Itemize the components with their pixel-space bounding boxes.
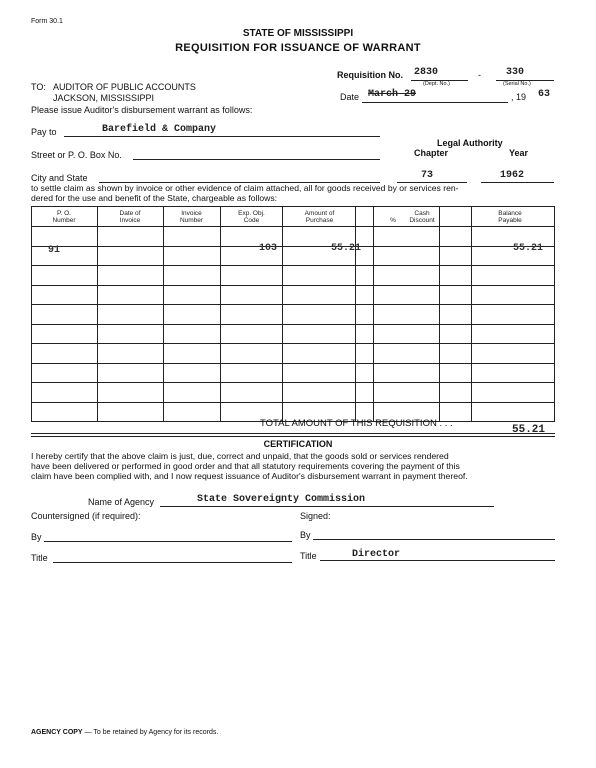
countersign-title-line bbox=[53, 562, 292, 563]
col-date-2: Invoice bbox=[119, 217, 141, 224]
chapter-label: Chapter bbox=[414, 148, 449, 158]
row1-balance[interactable]: 55.21 bbox=[513, 243, 544, 254]
col-po-2: Number bbox=[52, 217, 76, 224]
state-heading: STATE OF MISSISSIPPI bbox=[242, 28, 354, 39]
countersign-title-label: Title bbox=[31, 553, 48, 563]
legal-authority-title: Legal Authority bbox=[437, 138, 503, 148]
serial-no-caption: (Serial No.) bbox=[503, 81, 531, 87]
date-line bbox=[362, 102, 508, 103]
col-cash-1: Cash bbox=[414, 210, 430, 217]
agency-value[interactable]: State Sovereignty Commission bbox=[197, 494, 366, 505]
agency-label: Name of Agency bbox=[88, 497, 155, 507]
signed-label: Signed: bbox=[300, 511, 331, 521]
col-pct: % bbox=[390, 217, 396, 224]
city-label: City and State bbox=[31, 173, 88, 183]
total-label: TOTAL AMOUNT OF THIS REQUISITION . . . bbox=[260, 418, 453, 429]
signed-by-label: By bbox=[300, 530, 311, 540]
signed-title-label: Title bbox=[300, 551, 317, 561]
col-date-1: Date of bbox=[119, 210, 141, 217]
settle-text-1: to settle claim as shown by invoice or other evidence of claim attached, all for goods received by or services ren- bbox=[31, 183, 459, 193]
footer-agency-copy: AGENCY COPY bbox=[31, 729, 83, 736]
year-value[interactable]: 63 bbox=[538, 89, 551, 100]
col-inv-2: Number bbox=[179, 217, 204, 224]
pay-to-line bbox=[64, 136, 380, 137]
row1-amount[interactable]: 55.21 bbox=[331, 243, 362, 254]
pay-to-value[interactable]: Barefield & Company bbox=[102, 124, 217, 135]
col-inv-1: Invoice bbox=[181, 210, 202, 217]
street-label: Street or P. O. Box No. bbox=[31, 150, 122, 160]
form-title: REQUISITION FOR ISSUANCE OF WARRANT bbox=[175, 42, 421, 54]
certification-title: CERTIFICATION bbox=[263, 439, 333, 449]
serial-no-value[interactable]: 330 bbox=[506, 67, 525, 78]
countersign-by-label: By bbox=[31, 532, 42, 542]
legal-year-value[interactable]: 1962 bbox=[500, 170, 525, 181]
row1-exp-code[interactable]: 103 bbox=[259, 243, 278, 254]
countersigned-label: Countersigned (if required): bbox=[31, 511, 141, 521]
col-exp-2: Code bbox=[243, 217, 260, 224]
certification-line-1: I hereby certify that the above claim is just, due, correct and unpaid, that the goods sold or services rendered bbox=[31, 451, 449, 461]
items-table bbox=[31, 206, 555, 422]
col-exp-1: Exp. Obj. bbox=[238, 210, 265, 217]
to-label: TO: bbox=[31, 82, 46, 92]
auditor-line: AUDITOR OF PUBLIC ACCOUNTS bbox=[53, 82, 196, 92]
col-cash-2: Discount bbox=[409, 217, 435, 224]
total-rule-2 bbox=[31, 436, 555, 437]
signed-title-line bbox=[320, 560, 555, 561]
total-value[interactable]: 55.21 bbox=[512, 424, 546, 436]
col-bal-1: Balance bbox=[498, 210, 522, 217]
row1-po[interactable]: 91 bbox=[48, 245, 61, 256]
street-line bbox=[133, 159, 380, 160]
year-line bbox=[481, 182, 554, 183]
col-bal-2: Payable bbox=[498, 217, 522, 224]
year-prefix: 19 bbox=[516, 92, 527, 102]
requisition-label: Requisition No. bbox=[337, 70, 403, 80]
certification-line-3: claim have been complied with, and I now request issuance of Auditor's disbursement warrant in payment thereof. bbox=[31, 471, 468, 481]
chapter-value[interactable]: 73 bbox=[421, 170, 434, 181]
col-amt-2: Purchase bbox=[305, 217, 334, 224]
countersign-by-line bbox=[44, 541, 292, 542]
signed-title-value[interactable]: Director bbox=[352, 549, 401, 560]
col-po-1: P. O. bbox=[57, 210, 71, 217]
settle-text-2: dered for the use and benefit of the State, chargeable as follows: bbox=[31, 193, 278, 203]
pay-to-label: Pay to bbox=[31, 127, 57, 137]
dash: - bbox=[478, 70, 481, 80]
dept-no-value[interactable]: 2830 bbox=[414, 67, 439, 78]
footer-text: — To be retained by Agency for its records. bbox=[84, 729, 219, 736]
agency-line bbox=[160, 506, 494, 507]
jackson-line: JACKSON, MISSISSIPPI bbox=[53, 93, 155, 103]
date-value[interactable]: March 29 bbox=[368, 89, 417, 100]
col-amt-1: Amount of bbox=[304, 210, 335, 217]
dept-no-caption: (Dept. No.) bbox=[423, 81, 450, 87]
year-label: Year bbox=[509, 148, 529, 158]
form-number: Form 30.1 bbox=[31, 18, 63, 25]
total-rule-1 bbox=[31, 433, 555, 434]
certification-line-2: have been delivered or performed in good order and that all statutory requirements covering the payment of this bbox=[31, 461, 460, 471]
signed-by-line bbox=[313, 539, 555, 540]
instruction-text: Please issue Auditor's disbursement warrant as follows: bbox=[31, 105, 253, 115]
date-label: Date bbox=[340, 92, 360, 102]
